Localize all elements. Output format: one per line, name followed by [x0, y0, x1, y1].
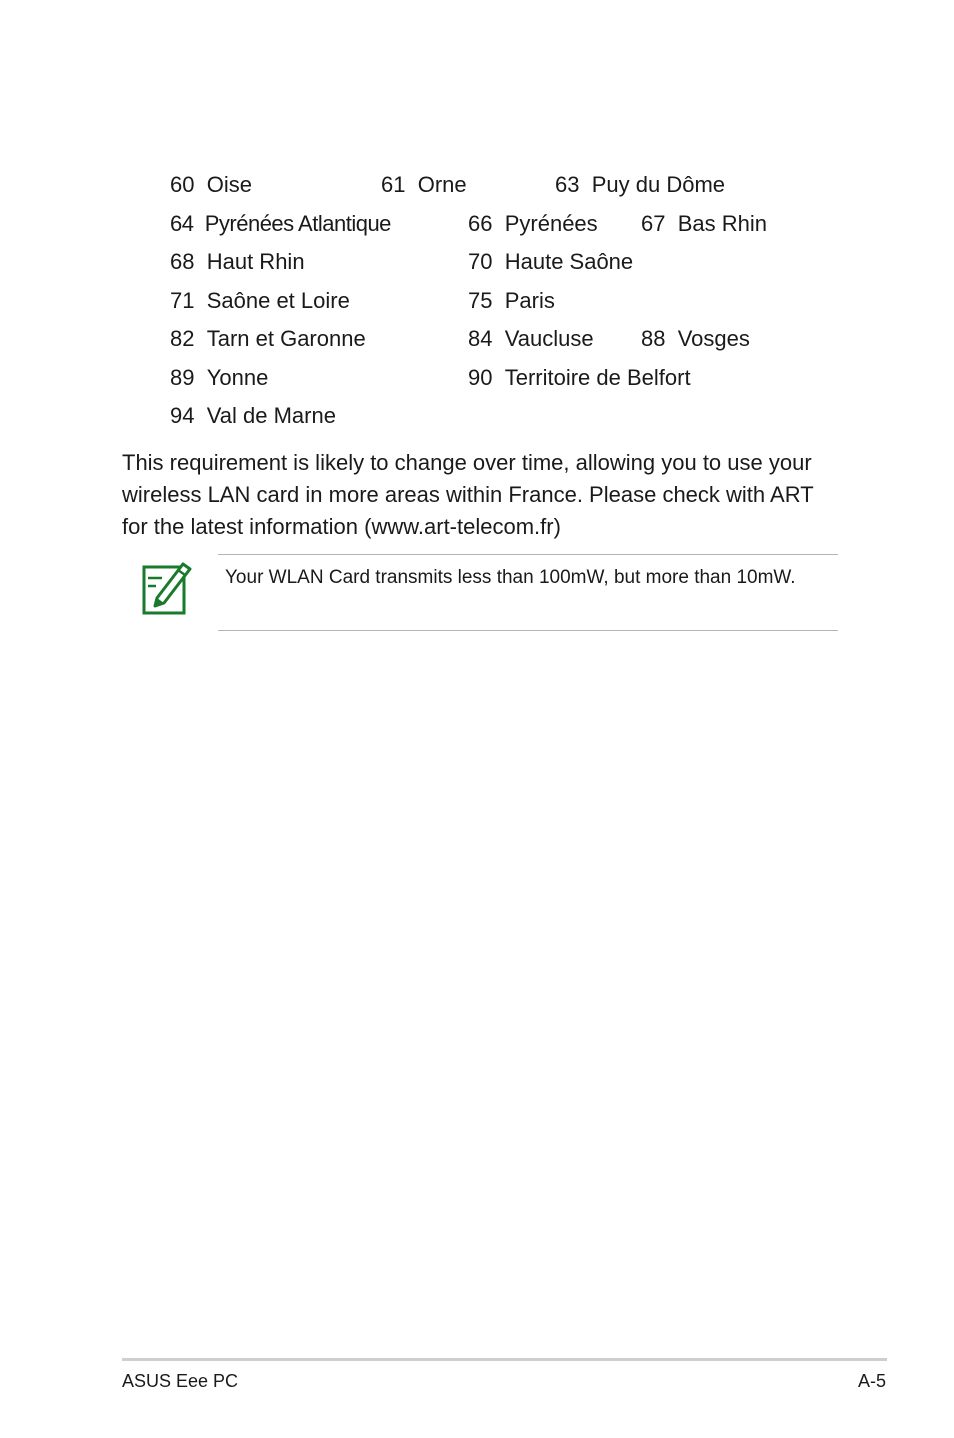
department-item: 64 Pyrénées Atlantique [170, 211, 391, 236]
department-item: 89 Yonne [170, 365, 269, 390]
note-bottom-rule [218, 630, 838, 631]
department-item: 88 Vosges [641, 326, 750, 351]
department-item: 84 Vaucluse [468, 326, 594, 351]
info-paragraph: This requirement is likely to change over time, allowing you to use your wireless LAN card in more areas within France. Please check with ART for the latest information (www.art-telecom.fr) [122, 450, 814, 539]
department-item: 71 Saône et Loire [170, 288, 350, 313]
page-number: A-5 [857, 1371, 886, 1391]
note-top-rule [218, 554, 838, 555]
note-text: Your WLAN Card transmits less than 100mW, but more than 10mW. [225, 567, 796, 588]
department-item: 68 Haut Rhin [170, 249, 305, 274]
department-item: 94 Val de Marne [170, 403, 336, 428]
department-item: 61 Orne [381, 172, 467, 197]
department-item: 82 Tarn et Garonne [170, 326, 366, 351]
footer-title: ASUS Eee PC [122, 1371, 239, 1391]
department-item: 66 Pyrénées [468, 211, 598, 236]
department-item: 70 Haute Saône [468, 249, 634, 274]
department-item: 60 Oise [170, 172, 252, 197]
note-pencil-icon [140, 558, 194, 616]
department-item: 67 Bas Rhin [641, 211, 767, 236]
footer-rule [122, 1358, 887, 1361]
department-item: 90 Territoire de Belfort [468, 365, 691, 390]
department-item: 75 Paris [468, 288, 555, 313]
department-item: 63 Puy du Dôme [555, 172, 726, 197]
